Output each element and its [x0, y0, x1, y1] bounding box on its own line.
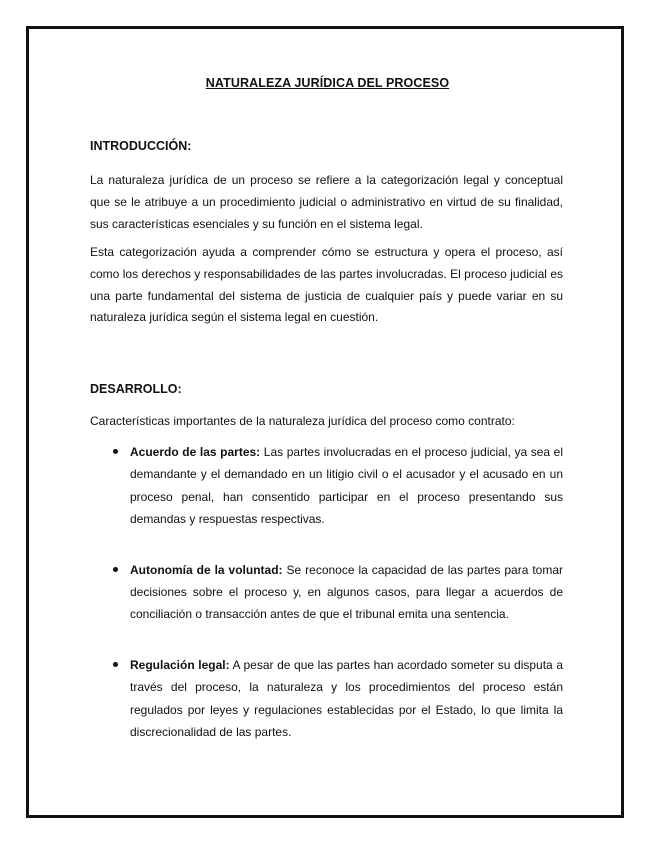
bullet-icon — [113, 567, 118, 572]
development-heading: DESARROLLO: — [90, 382, 182, 396]
bullet-icon — [113, 449, 118, 454]
bullet-term: Regulación legal: — [130, 657, 230, 672]
development-lead: Características importantes de la naturaleza jurídica del proceso como contrato: — [90, 414, 515, 428]
bullet-term: Acuerdo de las partes: — [130, 445, 261, 459]
intro-paragraph-1: La naturaleza jurídica de un proceso se refiere a la categorización legal y conceptual que se le atribuye a un procedimiento judicial o administrativo en virtud de su finalidad, sus características esenciales y su función en el sistema legal. — [90, 173, 563, 231]
document-title: NATURALEZA JURÍDICA DEL PROCESO — [205, 76, 450, 90]
list-item — [90, 441, 563, 531]
characteristics-list — [90, 441, 563, 743]
list-item — [90, 559, 563, 626]
bullet-icon — [113, 662, 118, 667]
bullet-text: A pesar de que las partes han acordado someter su disputa a través del proceso, la naturaleza y los procedimientos del proceso están regulados por leyes y regulaciones establecidas por el Estado, lo que limita la discrecionalidad de las partes. — [130, 657, 564, 740]
bullet-text: Se reconoce la capacidad de las partes para tomar decisiones sobre el proceso y, en algunos casos, para llegar a acuerdos de conciliación o transacción antes de que el tribunal emita una sentencia. — [130, 562, 563, 622]
bullet-term: Autonomía de la voluntad: — [130, 562, 283, 577]
intro-heading: INTRODUCCIÓN: — [90, 139, 192, 153]
intro-paragraph-2: Esta categorización ayuda a comprender cómo se estructura y opera el proceso, así como los derechos y responsabilidades de las partes involucradas. El proceso judicial es una parte fundamental del sistema de justicia de cualquier país y puede variar en su naturaleza jurídica según el sistema legal en cuestión. — [90, 245, 563, 325]
list-item — [90, 654, 563, 744]
bullet-text: Las partes involucradas en el proceso judicial, ya sea el demandante y el demandado en un litigio civil o el acusador y el acusado en un proceso penal, han consentido participar en el proceso presentando sus demandas y respuestas respectivas. — [130, 445, 563, 527]
